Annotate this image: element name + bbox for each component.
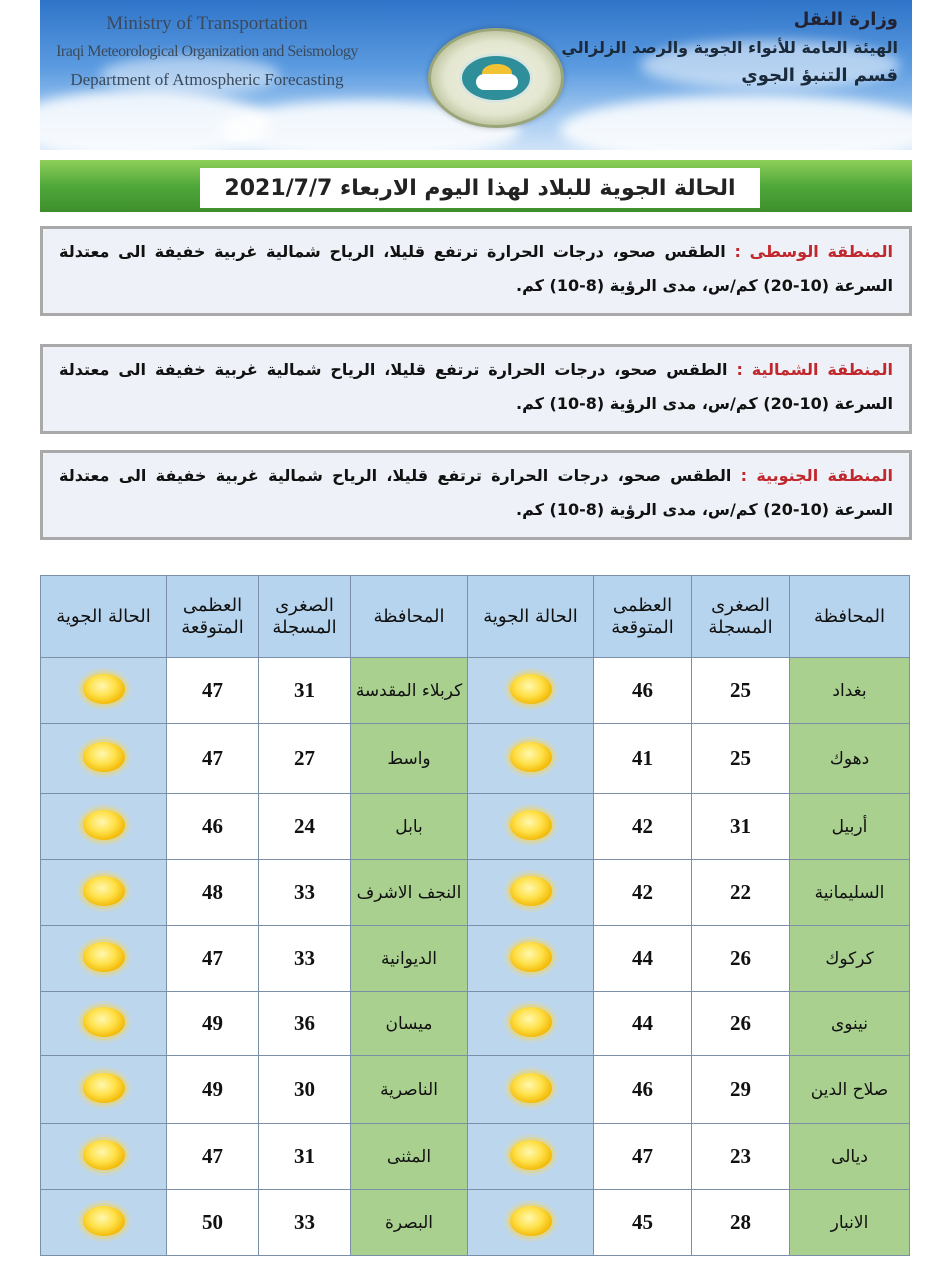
header-weather: الحالة الجوية [41, 576, 167, 658]
max-temp-cell: 42 [594, 794, 692, 860]
min-temp-cell: 33 [259, 1190, 351, 1256]
region-name: المنطقة الشمالية : [736, 360, 893, 379]
weather-cell [41, 1190, 167, 1256]
weather-cell [468, 992, 594, 1056]
ministry-name-en: Ministry of Transportation [106, 13, 308, 34]
sunny-icon [510, 742, 552, 772]
governorate-cell: نينوى [790, 992, 910, 1056]
weather-cell [468, 794, 594, 860]
sunny-icon [83, 1140, 125, 1170]
min-temp-cell: 31 [259, 1124, 351, 1190]
min-temp-cell: 27 [259, 724, 351, 794]
organization-logo [428, 28, 564, 128]
region-name: المنطقة الوسطى : [734, 242, 894, 261]
max-temp-cell: 47 [167, 926, 259, 992]
min-temp-cell: 33 [259, 926, 351, 992]
max-temp-cell: 46 [167, 794, 259, 860]
header-min: الصغرى المسجلة [692, 576, 790, 658]
min-temp-cell: 22 [692, 860, 790, 926]
header-governorate: المحافظة [351, 576, 468, 658]
header-min: الصغرى المسجلة [259, 576, 351, 658]
min-temp-cell: 24 [259, 794, 351, 860]
min-temp-cell: 28 [692, 1190, 790, 1256]
table-row [41, 1124, 910, 1190]
governorate-cell: بابل [351, 794, 468, 860]
weather-cell [468, 724, 594, 794]
sunny-icon [510, 1073, 552, 1103]
max-temp-cell: 47 [594, 1124, 692, 1190]
sunny-icon [510, 876, 552, 906]
max-temp-cell: 48 [167, 860, 259, 926]
governorate-cell: كركوك [790, 926, 910, 992]
min-temp-cell: 31 [259, 658, 351, 724]
min-temp-cell: 36 [259, 992, 351, 1056]
header-governorate: المحافظة [790, 576, 910, 658]
header-english [52, 10, 362, 94]
governorate-cell: بغداد [790, 658, 910, 724]
table-row [41, 1056, 910, 1124]
sunny-icon [510, 1007, 552, 1037]
governorate-cell: السليمانية [790, 860, 910, 926]
sunny-icon [83, 674, 125, 704]
min-temp-cell: 25 [692, 658, 790, 724]
sunny-icon [83, 1073, 125, 1103]
region-forecast: الطقس صحو، درجات الحرارة ترتفع قليلا، الرياح شمالية غربية خفيفة الى معتدلة السرعة (10-20) كم/س، مدى الرؤية (8-10) كم. [59, 242, 893, 295]
header-max: العظمى المتوقعة [167, 576, 259, 658]
max-temp-cell: 46 [594, 1056, 692, 1124]
governorate-cell: ميسان [351, 992, 468, 1056]
organization-name-en: Iraqi Meteorological Organization and Seismology [56, 43, 358, 60]
department-name-en: Department of Atmospheric Forecasting [70, 70, 344, 89]
ministry-name-ar: وزارة النقل [793, 9, 898, 30]
max-temp-cell: 50 [167, 1190, 259, 1256]
max-temp-cell: 41 [594, 724, 692, 794]
table-row [41, 860, 910, 926]
max-temp-cell: 42 [594, 860, 692, 926]
header-arabic [558, 6, 898, 90]
sunny-icon [83, 810, 125, 840]
organization-name-ar: الهيئة العامة للأنواء الجوية والرصد الزلزالي [561, 38, 898, 57]
table-header-row [41, 576, 910, 658]
weather-cell [468, 658, 594, 724]
governorate-cell: المثنى [351, 1124, 468, 1190]
weather-cell [41, 860, 167, 926]
sunny-icon [83, 876, 125, 906]
weather-cell [41, 992, 167, 1056]
sunny-icon [83, 1206, 125, 1236]
min-temp-cell: 26 [692, 926, 790, 992]
table-row [41, 1190, 910, 1256]
min-temp-cell: 33 [259, 860, 351, 926]
logo-emblem-icon [459, 53, 533, 103]
weather-cell [41, 1124, 167, 1190]
min-temp-cell: 23 [692, 1124, 790, 1190]
weather-cell [41, 658, 167, 724]
governorate-cell: النجف الاشرف [351, 860, 468, 926]
governorate-cell: الديوانية [351, 926, 468, 992]
title-bar [40, 160, 912, 212]
region-south [40, 450, 912, 540]
region-name: المنطقة الجنوبية : [740, 466, 893, 485]
min-temp-cell: 31 [692, 794, 790, 860]
min-temp-cell: 30 [259, 1056, 351, 1124]
header-weather: الحالة الجوية [468, 576, 594, 658]
region-forecast: الطقس صحو، درجات الحرارة ترتفع قليلا، الرياح شمالية غربية خفيفة الى معتدلة السرعة (10-20) كم/س، مدى الرؤية (8-10) كم. [59, 360, 893, 413]
max-temp-cell: 46 [594, 658, 692, 724]
sunny-icon [83, 742, 125, 772]
sunny-icon [83, 942, 125, 972]
governorate-cell: أربيل [790, 794, 910, 860]
table-row [41, 724, 910, 794]
weather-cell [468, 926, 594, 992]
sunny-icon [83, 1007, 125, 1037]
weather-cell [468, 1124, 594, 1190]
forecast-table [40, 575, 910, 1256]
department-name-ar: قسم التنبؤ الجوي [741, 65, 898, 86]
governorate-cell: البصرة [351, 1190, 468, 1256]
max-temp-cell: 45 [594, 1190, 692, 1256]
table-row [41, 926, 910, 992]
weather-cell [41, 724, 167, 794]
max-temp-cell: 49 [167, 992, 259, 1056]
max-temp-cell: 44 [594, 926, 692, 992]
max-temp-cell: 49 [167, 1056, 259, 1124]
header-banner [40, 0, 912, 150]
governorate-cell: كربلاء المقدسة [351, 658, 468, 724]
sunny-icon [510, 942, 552, 972]
region-central [40, 226, 912, 316]
weather-cell [468, 1056, 594, 1124]
min-temp-cell: 29 [692, 1056, 790, 1124]
governorate-cell: صلاح الدين [790, 1056, 910, 1124]
min-temp-cell: 25 [692, 724, 790, 794]
header-max: العظمى المتوقعة [594, 576, 692, 658]
max-temp-cell: 47 [167, 724, 259, 794]
governorate-cell: واسط [351, 724, 468, 794]
sunny-icon [510, 1206, 552, 1236]
sunny-icon [510, 1140, 552, 1170]
weather-cell [41, 794, 167, 860]
weather-cell [41, 926, 167, 992]
region-forecast: الطقس صحو، درجات الحرارة ترتفع قليلا، الرياح شمالية غربية خفيفة الى معتدلة السرعة (10-20) كم/س، مدى الرؤية (8-10) كم. [59, 466, 893, 519]
max-temp-cell: 47 [167, 658, 259, 724]
governorate-cell: الناصرية [351, 1056, 468, 1124]
governorate-cell: دهوك [790, 724, 910, 794]
governorate-cell: ديالى [790, 1124, 910, 1190]
min-temp-cell: 26 [692, 992, 790, 1056]
governorate-cell: الانبار [790, 1190, 910, 1256]
table-row [41, 658, 910, 724]
max-temp-cell: 47 [167, 1124, 259, 1190]
max-temp-cell: 44 [594, 992, 692, 1056]
table-row [41, 794, 910, 860]
page-title: الحالة الجوية للبلاد لهذا اليوم الاربعاء 2021/7/7 [200, 168, 760, 208]
weather-cell [468, 860, 594, 926]
table-row [41, 992, 910, 1056]
weather-cell [468, 1190, 594, 1256]
sunny-icon [510, 674, 552, 704]
region-north [40, 344, 912, 434]
weather-cell [41, 1056, 167, 1124]
sunny-icon [510, 810, 552, 840]
